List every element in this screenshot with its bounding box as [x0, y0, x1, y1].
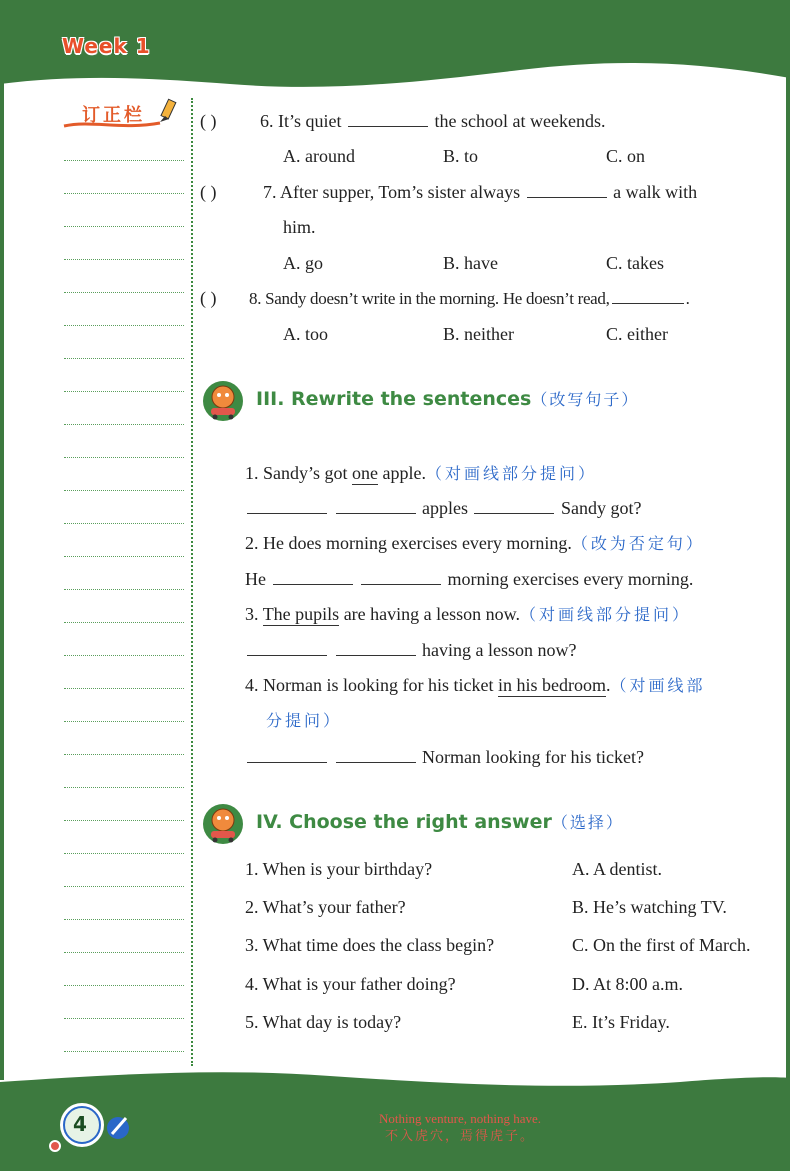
- correction-line: [64, 391, 184, 392]
- correction-line: [64, 589, 184, 590]
- correction-line: [64, 226, 184, 227]
- correction-line: [64, 1051, 184, 1052]
- correction-line: [64, 919, 184, 920]
- match-question: 4. What is your father doing?: [245, 974, 456, 994]
- correction-line: [64, 523, 184, 524]
- rewrite-2: 2. He does morning exercises every morning.（改为否定句）: [245, 533, 705, 553]
- right-border: [786, 70, 790, 1080]
- rewrite-4-answer: Norman looking for his ticket?: [245, 746, 644, 768]
- rewrite-1-answer: apples Sandy got?: [245, 497, 641, 519]
- correction-line: [64, 853, 184, 854]
- answer-blank[interactable]: [247, 497, 327, 514]
- paren-8: ( ): [200, 288, 217, 308]
- motto: [330, 1110, 590, 1146]
- correction-line: [64, 160, 184, 161]
- vertical-separator: [191, 98, 193, 1066]
- option-b: B. to: [443, 146, 479, 166]
- rewrite-4-cont: 分提问）: [266, 711, 343, 730]
- answer-blank[interactable]: [336, 497, 416, 514]
- paren-7: ( ): [200, 182, 217, 202]
- rewrite-2-answer: He morning exercises every morning.: [245, 569, 694, 589]
- match-question: 5. What day is today?: [245, 1012, 402, 1032]
- option-b: B. have: [443, 253, 498, 273]
- answer-blank[interactable]: [273, 568, 353, 585]
- correction-line: [64, 424, 184, 425]
- option-b: B. neither: [443, 324, 514, 344]
- correction-line: [64, 457, 184, 458]
- correction-line: [64, 325, 184, 326]
- option-a: A. go: [283, 253, 323, 273]
- option-c: C. either: [606, 324, 668, 344]
- option-a: A. too: [283, 324, 328, 344]
- match-answer: A. A dentist.: [572, 859, 663, 879]
- correction-line: [64, 787, 184, 788]
- answer-blank[interactable]: [247, 639, 327, 656]
- rewrite-3-answer: having a lesson now?: [245, 639, 576, 661]
- correction-line: [64, 358, 184, 359]
- motto-cn: 不入虎穴，焉得虎子。: [384, 1129, 535, 1144]
- correction-line: [64, 952, 184, 953]
- mascot-icon: [200, 798, 246, 846]
- page-number: 4: [73, 1112, 87, 1136]
- correction-line: [64, 292, 184, 293]
- match-question: 3. What time does the class begin?: [245, 935, 495, 955]
- answer-blank[interactable]: [612, 287, 684, 304]
- question-7: 7. After supper, Tom’s sister always a walk with: [263, 182, 698, 202]
- correction-line: [64, 655, 184, 656]
- correction-line: [64, 1018, 184, 1019]
- answer-blank[interactable]: [336, 639, 416, 656]
- answer-blank[interactable]: [361, 568, 441, 585]
- match-answer: C. On the first of March.: [572, 935, 751, 955]
- correction-line: [64, 820, 184, 821]
- mascot-icon: [200, 375, 246, 423]
- answer-blank[interactable]: [336, 746, 416, 763]
- rewrite-4: 4. Norman is looking for his ticket in his bedroom.（对画线部: [245, 675, 706, 695]
- question-7-cont: him.: [283, 217, 316, 237]
- question-6: 6. It’s quiet the school at weekends.: [260, 111, 606, 131]
- section-4-title: IV. Choose the right answer（选择）: [256, 811, 624, 833]
- rewrite-3: 3. The pupils are having a lesson now.（对画线部分提问）: [245, 604, 691, 624]
- answer-blank[interactable]: [247, 746, 327, 763]
- answer-blank[interactable]: [474, 497, 554, 514]
- correction-line: [64, 259, 184, 260]
- correction-line: [64, 490, 184, 491]
- pencil-icon: [156, 98, 180, 126]
- paren-6: ( ): [200, 111, 217, 131]
- correction-column-title: 订正栏: [82, 105, 145, 126]
- correction-line: [64, 688, 184, 689]
- week-label: Week 1: [62, 34, 151, 58]
- motto-en: Nothing venture, nothing have.: [378, 1111, 542, 1126]
- left-border: [0, 70, 4, 1080]
- option-a: A. around: [283, 146, 355, 166]
- match-answer: B. He’s watching TV.: [572, 897, 727, 917]
- correction-line: [64, 985, 184, 986]
- question-8: 8. Sandy doesn’t write in the morning. He doesn’t read, .: [249, 289, 690, 308]
- correction-underline: [62, 118, 162, 132]
- option-c: C. takes: [606, 253, 664, 273]
- option-c: C. on: [606, 146, 646, 166]
- correction-line: [64, 556, 184, 557]
- correction-line: [64, 754, 184, 755]
- match-answer: D. At 8:00 a.m.: [572, 974, 683, 994]
- rewrite-1: 1. Sandy’s got one apple.（对画线部分提问）: [245, 463, 598, 483]
- match-question: 2. What’s your father?: [245, 897, 406, 917]
- correction-line: [64, 886, 184, 887]
- correction-line: [64, 721, 184, 722]
- section-3-title: III. Rewrite the sentences（改写句子）: [256, 388, 640, 410]
- correction-line: [64, 622, 184, 623]
- answer-blank[interactable]: [527, 181, 607, 198]
- match-question: 1. When is your birthday?: [245, 859, 433, 879]
- answer-blank[interactable]: [348, 110, 428, 127]
- match-answer: E. It’s Friday.: [572, 1012, 670, 1032]
- correction-line: [64, 193, 184, 194]
